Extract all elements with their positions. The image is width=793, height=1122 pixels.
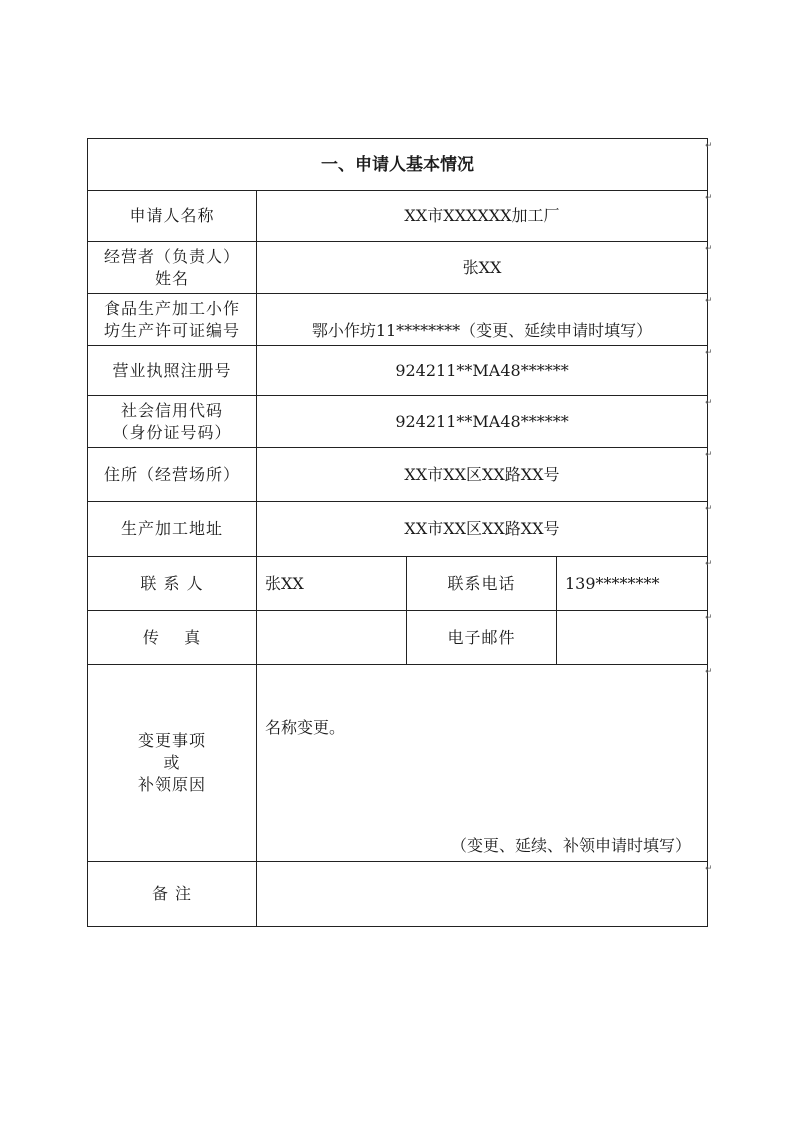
- license-row: [88, 294, 708, 346]
- paragraph-mark: ↵: [705, 667, 713, 677]
- paragraph-mark: ↵: [705, 348, 713, 358]
- applicant-name-row: [88, 191, 708, 242]
- fax-value: [257, 611, 407, 665]
- fax-label: 传 真: [88, 611, 257, 665]
- business-license-value: 924211**MA48******: [257, 346, 708, 396]
- paragraph-mark: ↵: [705, 244, 713, 254]
- paragraph-mark: ↵: [705, 864, 713, 874]
- residence-row: [88, 448, 708, 502]
- section-title: 一、申请人基本情况: [88, 139, 708, 191]
- license-label-line1: 食品生产加工小作: [103, 298, 240, 318]
- phone-value: 139********: [557, 557, 708, 611]
- production-address-row: [88, 502, 708, 557]
- credit-code-row: [88, 396, 708, 448]
- email-label: 电子邮件: [407, 611, 557, 665]
- applicant-name-value: XX市XXXXXX加工厂: [257, 191, 708, 242]
- operator-value: 张XX: [257, 242, 708, 294]
- phone-label: 联系电话: [407, 557, 557, 611]
- operator-label-line2: 姓名: [154, 268, 189, 288]
- operator-label-line1: 经营者（负责人）: [103, 246, 240, 266]
- license-label: [88, 294, 257, 346]
- paragraph-mark: ↵: [705, 504, 713, 514]
- applicant-name-label: 申请人名称: [88, 191, 257, 242]
- applicant-info-table: [87, 138, 708, 927]
- credit-code-label-line1: 社会信用代码: [120, 400, 223, 420]
- change-reason-label-line3: 补领原因: [137, 775, 206, 794]
- change-reason-label-line1: 变更事项: [137, 731, 206, 750]
- residence-label: 住所（经营场所）: [88, 448, 257, 502]
- production-address-label: 生产加工地址: [88, 502, 257, 557]
- operator-label: [88, 242, 257, 294]
- contact-row: [88, 557, 708, 611]
- paragraph-mark: ↵: [705, 141, 713, 151]
- paragraph-mark: ↵: [705, 398, 713, 408]
- residence-value: XX市XX区XX路XX号: [257, 448, 708, 502]
- paragraph-mark: ↵: [705, 296, 713, 306]
- business-license-row: [88, 346, 708, 396]
- title-row: [88, 139, 708, 191]
- change-reason-value: 名称变更。: [265, 718, 346, 737]
- change-reason-cell: [257, 665, 708, 862]
- paragraph-mark: ↵: [705, 559, 713, 569]
- remarks-label: 备 注: [88, 862, 257, 927]
- change-reason-label-line2: 或: [163, 753, 181, 772]
- contact-value: 张XX: [257, 557, 407, 611]
- contact-label: 联 系 人: [88, 557, 257, 611]
- credit-code-value: 924211**MA48******: [257, 396, 708, 448]
- license-value: 鄂小作坊11********（变更、延续申请时填写）: [257, 294, 708, 346]
- credit-code-label: [88, 396, 257, 448]
- license-label-line2: 坊生产许可证编号: [103, 320, 240, 340]
- paragraph-mark: ↵: [705, 613, 713, 623]
- production-address-value: XX市XX区XX路XX号: [257, 502, 708, 557]
- change-reason-label: [88, 665, 257, 862]
- remarks-value: [257, 862, 708, 927]
- change-reason-row: [88, 665, 708, 862]
- remarks-row: [88, 862, 708, 927]
- operator-row: [88, 242, 708, 294]
- email-value: [557, 611, 708, 665]
- paragraph-mark: ↵: [705, 450, 713, 460]
- fax-row: [88, 611, 708, 665]
- credit-code-label-line2: （身份证号码）: [112, 422, 232, 442]
- change-reason-note: （变更、延续、补领申请时填写）: [450, 836, 691, 855]
- paragraph-mark: ↵: [705, 193, 713, 203]
- business-license-label: 营业执照注册号: [88, 346, 257, 396]
